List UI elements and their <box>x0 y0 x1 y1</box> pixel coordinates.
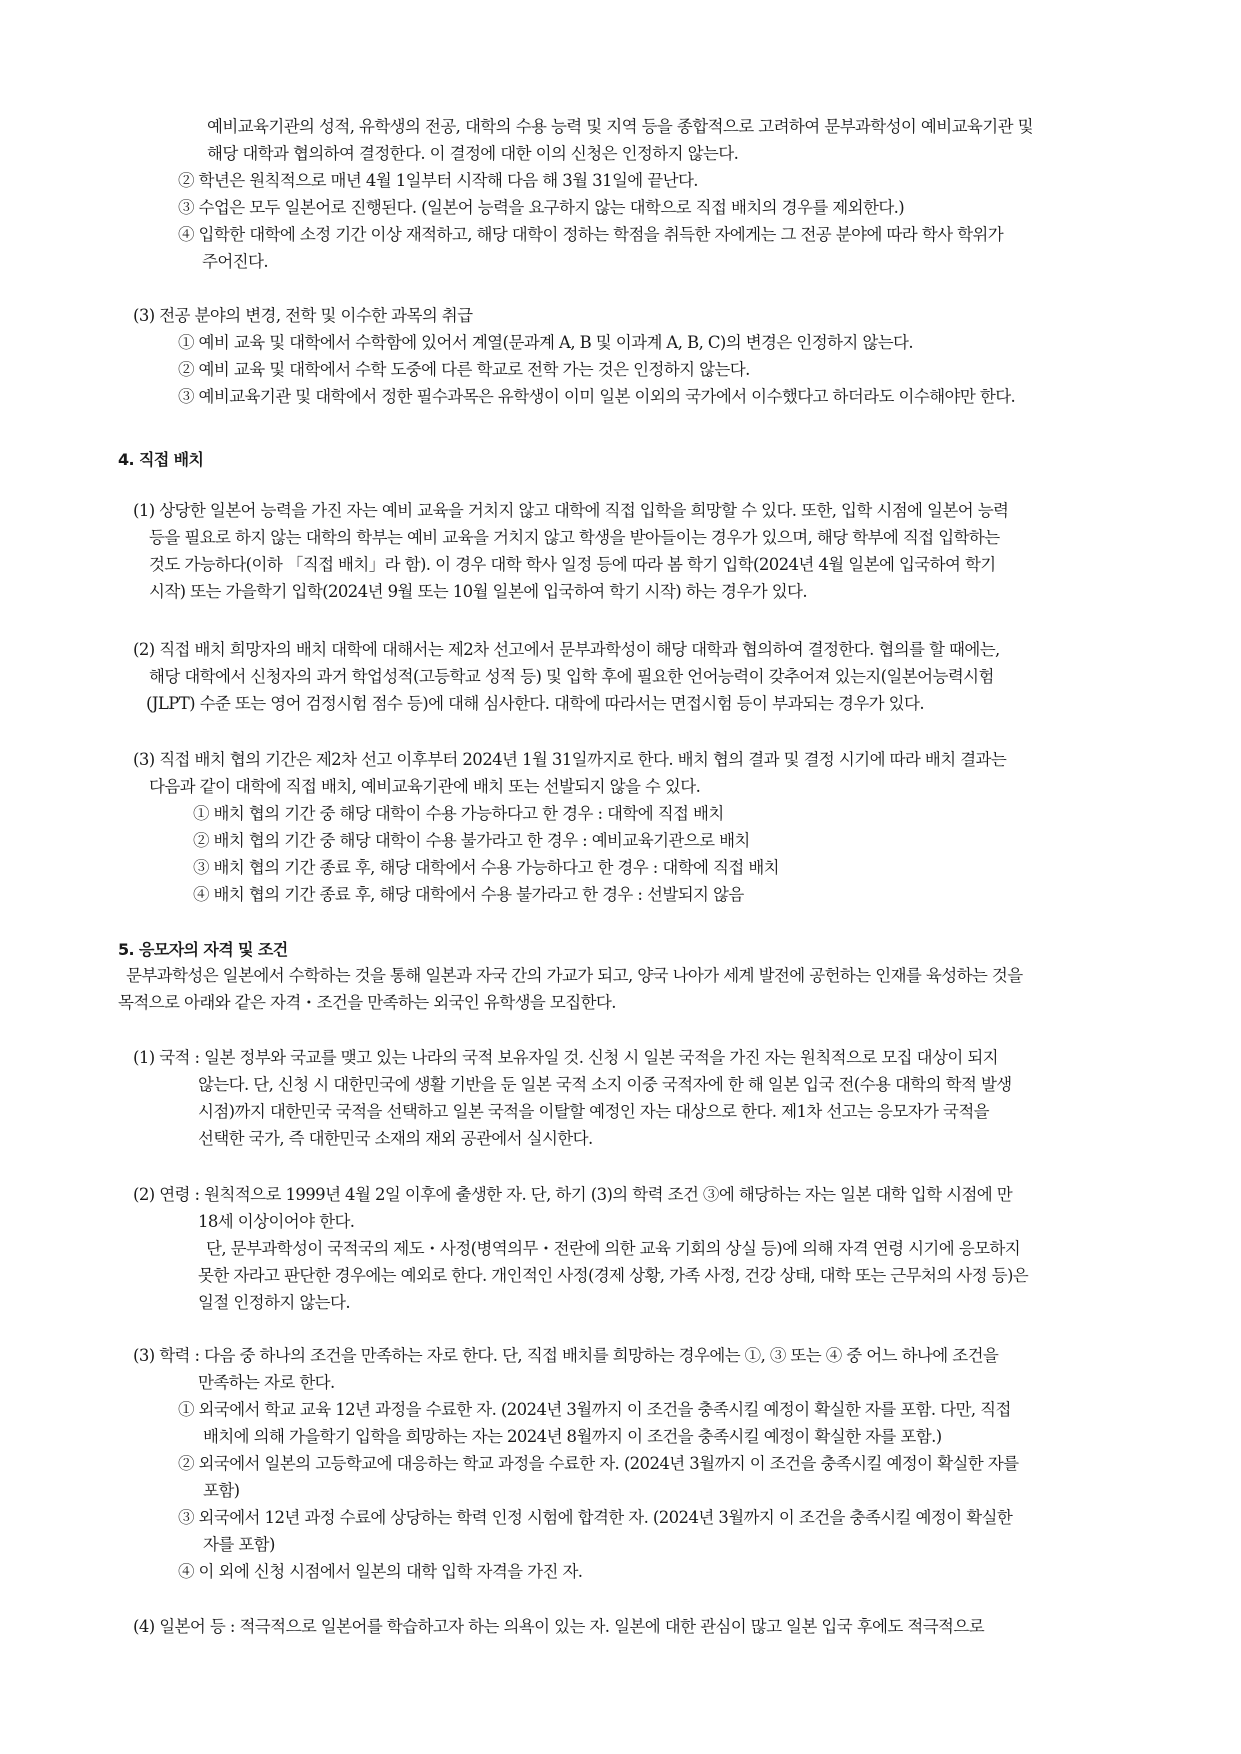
education-item-2a: ② 외국에서 일본의 고등학교에 대응하는 학교 과정을 수료한 자. (2024년 3월까지 이 조건을 충족시킬 예정이 확실한 자를 <box>178 1454 1019 1473</box>
nationality-line-1: (1) 국적 : 일본 정부와 국교를 맺고 있는 나라의 국적 보유자일 것. 신청 시 일본 국적을 가진 자는 원칙적으로 모집 대상이 되지 <box>133 1048 998 1067</box>
education-item-1b: 배치에 의해 가을학기 입학을 희망하는 자는 2024년 8월까지 이 조건을 충족시킬 예정이 확실한 자를 포함.) <box>203 1427 942 1446</box>
s4-item-3: ③ 배치 협의 기간 종료 후, 해당 대학에서 수용 가능하다고 한 경우 : 대학에 직접 배치 <box>193 858 780 877</box>
s4-p3-line-2: 다음과 같이 대학에 직접 배치, 예비교육기관에 배치 또는 선발되지 않을 수 있다. <box>149 777 701 796</box>
nationality-line-3: 시점)까지 대한민국 국적을 선택하고 일본 국적을 이탈할 예정인 자는 대상으로 한다. 제1차 선고는 응모자가 국적을 <box>198 1102 990 1121</box>
s4-p2-line-2: 해당 대학에서 신청자의 과거 학업성적(고등학교 성적 등) 및 입학 후에 필요한 언어능력이 갖추어져 있는지(일본어능력시험 <box>149 667 994 686</box>
age-line-5: 일절 인정하지 않는다. <box>198 1293 350 1312</box>
s4-item-1: ① 배치 협의 기간 중 해당 대학이 수용 가능하다고 한 경우 : 대학에 직접 배치 <box>193 804 724 823</box>
education-item-2b: 포함) <box>203 1481 240 1500</box>
s4-p2-line-1: (2) 직접 배치 희망자의 배치 대학에 대해서는 제2차 선고에서 문부과학성이 해당 대학과 협의하여 결정한다. 협의를 할 때에는, <box>133 640 1000 659</box>
intro-item-4a: ④ 입학한 대학에 소정 기간 이상 재적하고, 해당 대학이 정하는 학점을 취득한 자에게는 그 전공 분야에 따라 학사 학위가 <box>178 225 1004 244</box>
section-4-heading: 4. 직접 배치 <box>118 450 204 469</box>
s4-p1-line-3: 것도 가능하다(이하 「직접 배치」라 함). 이 경우 대학 학사 일정 등에 따라 봄 학기 입학(2024년 4월 일본에 입국하여 학기 <box>149 555 996 574</box>
education-item-1a: ① 외국에서 학교 교육 12년 과정을 수료한 자. (2024년 3월까지 이 조건을 충족시킬 예정이 확실한 자를 포함. 다만, 직접 <box>178 1400 1011 1419</box>
intro-item-3: ③ 수업은 모두 일본어로 진행된다. (일본어 능력을 요구하지 않는 대학으로 직접 배치의 경우를 제외한다.) <box>178 198 905 217</box>
s4-p2-line-3: (JLPT) 수준 또는 영어 검정시험 점수 등)에 대해 심사한다. 대학에 따라서는 면접시험 등이 부과되는 경우가 있다. <box>146 694 924 713</box>
s4-p1-line-1: (1) 상당한 일본어 능력을 가진 자는 예비 교육을 거치지 않고 대학에 직접 입학을 희망할 수 있다. 또한, 입학 시점에 일본어 능력 <box>133 501 1009 520</box>
education-item-3a: ③ 외국에서 12년 과정 수료에 상당하는 학력 인정 시험에 합격한 자. (2024년 3월까지 이 조건을 충족시킬 예정이 확실한 <box>178 1508 1013 1527</box>
s4-p3-line-1: (3) 직접 배치 협의 기간은 제2차 선고 이후부터 2024년 1월 31일까지로 한다. 배치 협의 결과 및 결정 시기에 따라 배치 결과는 <box>133 750 1007 769</box>
intro-item-2: ② 학년은 원칙적으로 매년 4월 1일부터 시작해 다음 해 3월 31일에 끝난다. <box>178 171 698 190</box>
intro-item-4b: 주어진다. <box>202 252 269 271</box>
s4-item-2: ② 배치 협의 기간 중 해당 대학이 수용 불가라고 한 경우 : 예비교육기관으로 배치 <box>193 831 750 850</box>
education-item-3b: 자를 포함) <box>203 1535 275 1554</box>
nationality-line-2: 않는다. 단, 신청 시 대한민국에 생활 기반을 둔 일본 국적 소지 이중 국적자에 한 해 일본 입국 전(수용 대학의 학적 발생 <box>198 1075 1012 1094</box>
age-line-2: 18세 이상이어야 한다. <box>198 1212 355 1231</box>
age-line-3: 단, 문부과학성이 국적국의 제도・사정(병역의무・전란에 의한 교육 기회의 상실 등)에 의해 자격 연령 시기에 응모하지 <box>206 1239 1021 1258</box>
major-change-title: (3) 전공 분야의 변경, 전학 및 이수한 과목의 취급 <box>133 306 473 325</box>
intro-line-2: 해당 대학과 협의하여 결정한다. 이 결정에 대한 이의 신청은 인정하지 않는다. <box>207 144 739 163</box>
education-line-2: 만족하는 자로 한다. <box>198 1373 335 1392</box>
age-line-1: (2) 연령 : 원칙적으로 1999년 4월 2일 이후에 출생한 자. 단, 하기 (3)의 학력 조건 ③에 해당하는 자는 일본 대학 입학 시점에 만 <box>133 1185 1013 1204</box>
intro-line-1: 예비교육기관의 성적, 유학생의 전공, 대학의 수용 능력 및 지역 등을 종합적으로 고려하여 문부과학성이 예비교육기관 및 <box>207 117 1033 136</box>
japanese-line-1: (4) 일본어 등 : 적극적으로 일본어를 학습하고자 하는 의욕이 있는 자. 일본에 대한 관심이 많고 일본 입국 후에도 적극적으로 <box>133 1617 985 1636</box>
age-line-4: 못한 자라고 판단한 경우에는 예외로 한다. 개인적인 사정(경제 상황, 가족 사정, 건강 상태, 대학 또는 근무처의 사정 등)은 <box>198 1266 1029 1285</box>
major-change-item-2: ② 예비 교육 및 대학에서 수학 도중에 다른 학교로 전학 가는 것은 인정하지 않는다. <box>178 360 750 379</box>
nationality-line-4: 선택한 국가, 즉 대한민국 소재의 재외 공관에서 실시한다. <box>198 1129 593 1148</box>
major-change-item-1: ① 예비 교육 및 대학에서 수학함에 있어서 계열(문과계 A, B 및 이과계 A, B, C)의 변경은 인정하지 않는다. <box>178 333 914 352</box>
education-line-1: (3) 학력 : 다음 중 하나의 조건을 만족하는 자로 한다. 단, 직접 배치를 희망하는 경우에는 ①, ③ 또는 ④ 중 어느 하나에 조건을 <box>133 1346 999 1365</box>
section-5-heading: 5. 응모자의 자격 및 조건 <box>118 940 288 959</box>
education-item-4: ④ 이 외에 신청 시점에서 일본의 대학 입학 자격을 가진 자. <box>178 1562 583 1581</box>
s4-item-4: ④ 배치 협의 기간 종료 후, 해당 대학에서 수용 불가라고 한 경우 : 선발되지 않음 <box>193 885 744 904</box>
s5-intro-line-2: 목적으로 아래와 같은 자격・조건을 만족하는 외국인 유학생을 모집한다. <box>118 993 616 1012</box>
s5-intro-line-1: 문부과학성은 일본에서 수학하는 것을 통해 일본과 자국 간의 가교가 되고, 양국 나아가 세계 발전에 공헌하는 인재를 육성하는 것을 <box>126 966 1023 985</box>
s4-p1-line-4: 시작) 또는 가을학기 입학(2024년 9월 또는 10월 일본에 입국하여 학기 시작) 하는 경우가 있다. <box>149 582 808 601</box>
major-change-item-3: ③ 예비교육기관 및 대학에서 정한 필수과목은 유학생이 이미 일본 이외의 국가에서 이수했다고 하더라도 이수해야만 한다. <box>178 387 1016 406</box>
s4-p1-line-2: 등을 필요로 하지 않는 대학의 학부는 예비 교육을 거치지 않고 학생을 받아들이는 경우가 있으며, 해당 학부에 직접 입학하는 <box>149 528 1000 547</box>
